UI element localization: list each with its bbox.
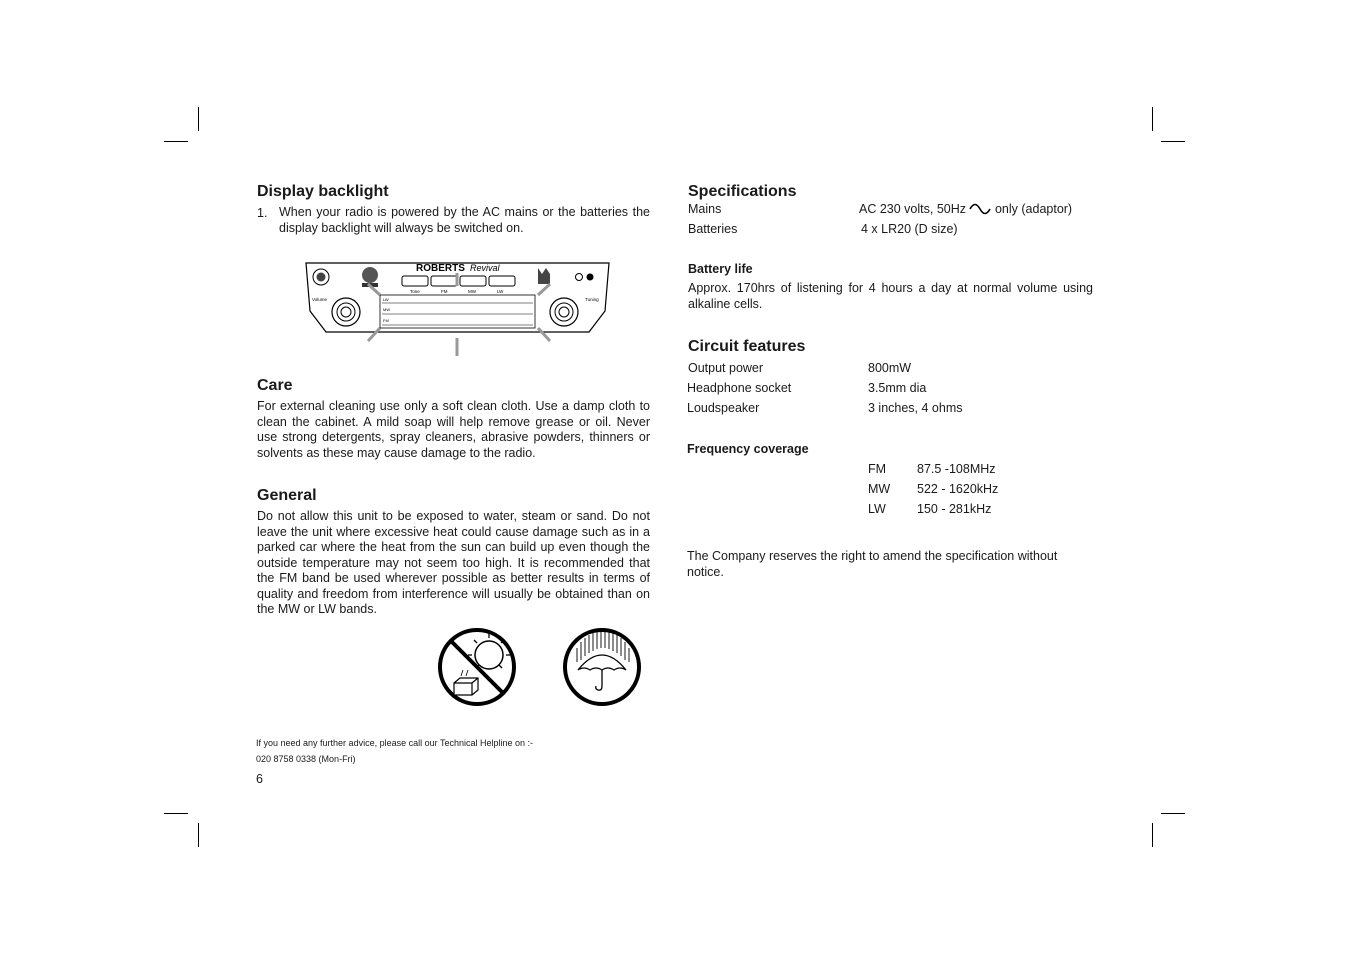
crop-mark	[1161, 141, 1185, 142]
circuit-value-headphone: 3.5mm dia	[868, 381, 927, 395]
helpline-text: If you need any further advice, please call our Technical Helpline on :-	[256, 738, 533, 748]
crop-mark	[164, 141, 188, 142]
lw-button-label: LW	[497, 289, 504, 294]
specifications-heading: Specifications	[688, 183, 797, 200]
general-heading: General	[257, 487, 317, 504]
freq-range-lw: 150 - 281kHz	[917, 502, 992, 516]
list-item-number: 1.	[257, 206, 268, 220]
radio-illustration	[300, 255, 615, 360]
battery-life-heading: Battery life	[688, 262, 753, 276]
crop-mark	[1152, 107, 1153, 131]
mains-value-text: AC 230 volts, 50Hz	[859, 202, 966, 216]
helpline-number: 020 8758 0338 (Mon-Fri)	[256, 754, 356, 764]
fm-button-label: FM	[441, 289, 448, 294]
crop-mark	[198, 107, 199, 131]
fm-scale-label: FM	[383, 318, 389, 323]
spec-value-batteries: 4 x LR20 (D size)	[861, 222, 958, 236]
spec-value-mains	[859, 202, 1072, 216]
frequency-coverage-heading: Frequency coverage	[687, 442, 809, 456]
circuit-label-headphone: Headphone socket	[687, 381, 792, 395]
general-text: Do not allow this unit to be exposed to water, steam or sand. Do not leave the unit where excessive heat could cause damage such as in a parked car where the heat from the sun can build up even though the outside temperature may not seem too high. It is recommended that the FM band be used wherever possible as better results in terms of quality and freedom from interference will usually be obtained than on the MW or LW bands.	[257, 509, 650, 616]
circuit-value-output: 800mW	[868, 361, 912, 375]
model-label: Revival	[470, 263, 500, 273]
circuit-label-loudspeaker: Loudspeaker	[687, 401, 760, 415]
crop-mark	[1152, 823, 1153, 847]
sine-wave-icon	[969, 202, 991, 216]
crop-mark	[198, 823, 199, 847]
backlight-item-text: When your radio is powered by the AC mains or the batteries the display backlight will always be switched on.	[279, 205, 650, 235]
freq-range-fm: 87.5 -108MHz	[917, 462, 996, 476]
mains-value-suffix: only (adaptor)	[994, 202, 1073, 216]
tuning-label: Tuning	[585, 297, 599, 302]
circuit-label-output: Output power	[688, 361, 764, 375]
circuit-features-heading: Circuit features	[688, 338, 806, 355]
volume-label: Volume	[312, 297, 328, 302]
care-heading: Care	[257, 377, 293, 394]
no-sun-heat-icon	[436, 626, 518, 708]
mw-button-label: MW	[468, 289, 476, 294]
freq-band-lw: LW	[868, 502, 886, 516]
page-number: 6	[256, 772, 263, 786]
lw-scale-label: LW	[383, 297, 389, 302]
freq-range-mw: 522 - 1620kHz	[917, 482, 999, 496]
crop-mark	[1161, 813, 1185, 814]
freq-band-fm: FM	[868, 462, 887, 476]
battery-life-text: Approx. 170hrs of listening for 4 hours a day at normal volume using alkaline cells.	[688, 281, 1093, 311]
display-backlight-heading: Display backlight	[257, 183, 389, 200]
circuit-value-loudspeaker: 3 inches, 4 ohms	[868, 401, 963, 415]
brand-label: ROBERTS	[416, 263, 465, 274]
tone-button-label: Tone	[410, 289, 420, 294]
spec-label-batteries: Batteries	[688, 222, 738, 236]
no-rain-umbrella-icon	[561, 626, 643, 708]
disclaimer-text: The Company reserves the right to amend the specification without notice.	[687, 549, 1058, 579]
freq-band-mw: MW	[868, 482, 891, 496]
mw-scale-label: MW	[383, 307, 391, 312]
crop-mark	[164, 813, 188, 814]
care-text: For external cleaning use only a soft clean cloth. Use a damp cloth to clean the cabinet. A mild soap will help remove grease or oil. Never use strong detergents, spray cleaners, abrasive powders, thinners or solvents as these may cause damage to the radio.	[257, 399, 650, 460]
spec-label-mains: Mains	[688, 202, 722, 216]
